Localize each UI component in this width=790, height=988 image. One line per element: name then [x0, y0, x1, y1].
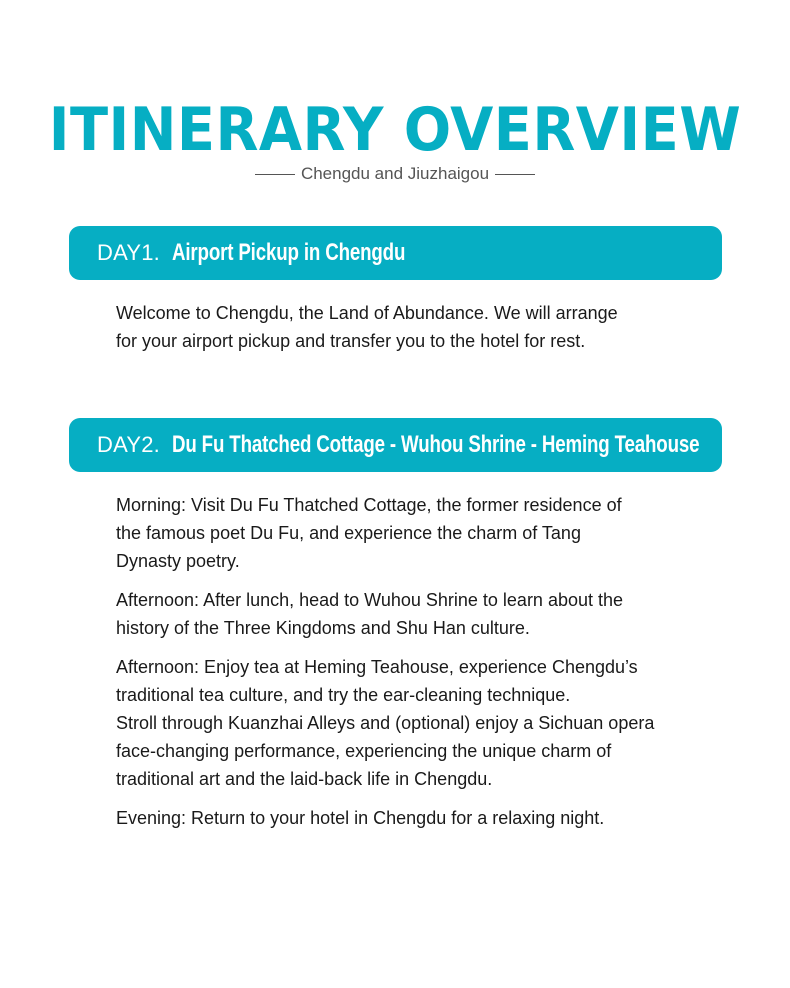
day-1-header [69, 226, 722, 280]
day-1-title: Airport Pickup in Chengdu [171, 239, 406, 266]
subtitle-line-left [255, 174, 295, 175]
day-2-title: Du Fu Thatched Cottage - Wuhou Shrine - Heming Teahouse [171, 431, 700, 458]
subtitle-row [0, 162, 790, 186]
day-2-header [69, 418, 722, 472]
day-2-afternoon-1: Afternoon: After lunch, head to Wuhou Shrine to learn about the history of the Three Kingdoms and Shu Han culture. [116, 590, 624, 638]
day-2-morning: Morning: Visit Du Fu Thatched Cottage, the former residence of the famous poet Du Fu, and experience the charm of Tang Dynasty poetry. [116, 495, 622, 571]
day-2-label: DAY2. [97, 432, 160, 457]
page-title: ITINERARY OVERVIEW [48, 95, 742, 165]
day-2-content [116, 491, 716, 843]
subtitle-line-right [495, 174, 535, 175]
day-2-afternoon-2: Afternoon: Enjoy tea at Heming Teahouse, experience Chengdu’s traditional tea culture, and try the ear-cleaning technique. Stroll through Kuanzhai Alleys and (optional) enjoy a Sichuan opera face-changing performance, experiencing the unique charm of traditional art and the laid-back life in Chengdu. [116, 657, 655, 789]
day-2-evening: Evening: Return to your hotel in Chengdu for a relaxing night. [116, 808, 605, 828]
subtitle: Chengdu and Jiuzhaigou [300, 164, 490, 183]
day-1-paragraph: Welcome to Chengdu, the Land of Abundance. We will arrange for your airport pickup and transfer you to the hotel for rest. [116, 303, 618, 351]
day-1-content [116, 299, 716, 366]
day-1-label: DAY1. [97, 240, 160, 265]
